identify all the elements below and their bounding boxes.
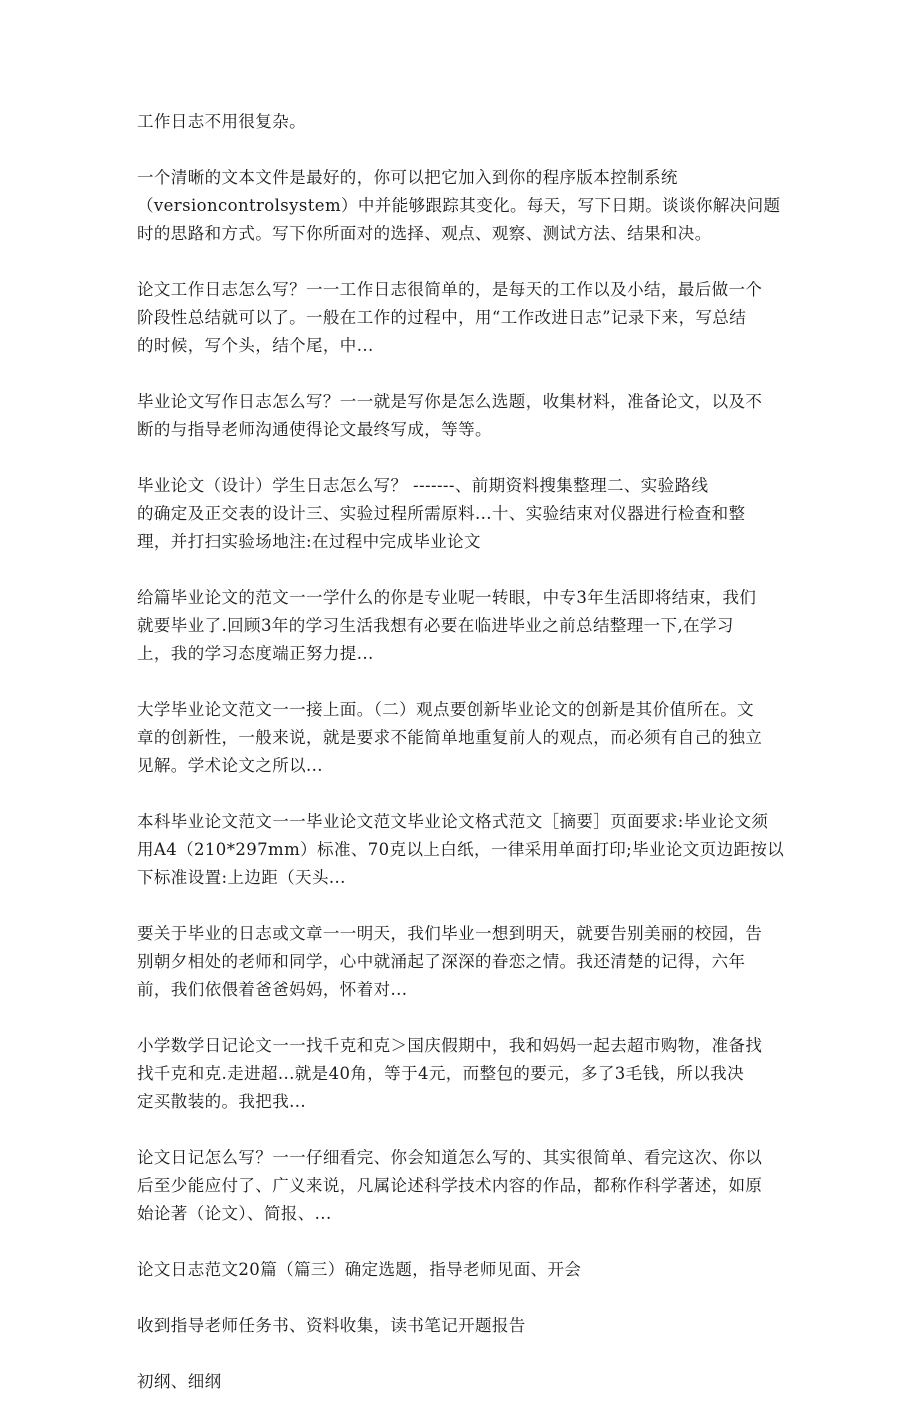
paragraph: 大学毕业论文范文一一接上面。（二）观点要创新毕业论文的创新是其价值所在。文 章的创新性，一般来说，就是要求不能简单地重复前人的观点，而必须有自己的独立 见解。学术论文之所以... <box>137 700 763 775</box>
paragraph: 一个清晰的文本文件是最好的，你可以把它加入到你的程序版本控制系统 （versioncontrolsystem）中并能够跟踪其变化。每天，写下日期。谈谈你解决问题 时的思路和方式。写下你所面对的选择、观点、观察、测试方法、结果和决。 <box>137 168 781 243</box>
paragraph: 毕业论文写作日志怎么写？一一就是写你是怎么选题，收集材料，准备论文，以及不 断的与指导老师沟通使得论文最终写成，等等。 <box>137 392 763 439</box>
document-body <box>137 108 787 1424</box>
paragraph: 毕业论文（设计）学生日志怎么写？ -------、前期资料搜集整理二、实验路线 的确定及正交表的设计三、实验过程所需原料...十、实验结束对仪器进行检查和整 理，并打扫实验场地注:在过程中完成毕业论文 <box>137 476 746 551</box>
paragraph: 论文日记怎么写？一一仔细看完、你会知道怎么写的、其实很简单、看完这次、你以 后至少能应付了、广义来说，凡属论述科学技术内容的作品，都称作科学著述，如原 始论著（论文）、简报、... <box>137 1148 763 1223</box>
paragraph: 给篇毕业论文的范文一一学什么的你是专业呢一转眼，中专3年生活即将结束，我们 就要毕业了.回顾3年的学习生活我想有必要在临进毕业之前总结整理一下,在学习 上，我的学习态度端正努力提... <box>137 588 757 663</box>
paragraph: 初纲、细纲 <box>137 1372 222 1391</box>
paragraph: 工作日志不用很复杂。 <box>137 112 306 131</box>
paragraph: 要关于毕业的日志或文章一一明天，我们毕业一想到明天，就要告别美丽的校园，告 别朝夕相处的老师和同学，心中就涌起了深深的眷恋之情。我还清楚的记得，六年 前，我们依偎着爸爸妈妈，怀着对... <box>137 924 763 999</box>
paragraph: 本科毕业论文范文一一毕业论文范文毕业论文格式范文［摘要］页面要求:毕业论文须 用A4（210*297mm）标准、70克以上白纸，一律采用单面打印;毕业论文页边距按以 下标准设置:上边距（天头... <box>137 812 785 887</box>
paragraph: 论文日志范文20篇（篇三）确定选题，指导老师见面、开会 <box>137 1260 582 1279</box>
paragraph: 论文工作日志怎么写？一一工作日志很简单的，是每天的工作以及小结，最后做一个 阶段性总结就可以了。一般在工作的过程中，用“工作改进日志”记录下来，写总结 的时候，写个头，结个尾，中... <box>137 280 763 355</box>
paragraph: 收到指导老师任务书、资料收集，读书笔记开题报告 <box>137 1316 526 1335</box>
paragraph: 小学数学日记论文一一找千克和克＞国庆假期中，我和妈妈一起去超市购物，准备找 找千克和克.走进超...就是40角，等于4元，而整包的要元，多了3毛钱，所以我决 定买散装的。我把我... <box>137 1036 763 1111</box>
